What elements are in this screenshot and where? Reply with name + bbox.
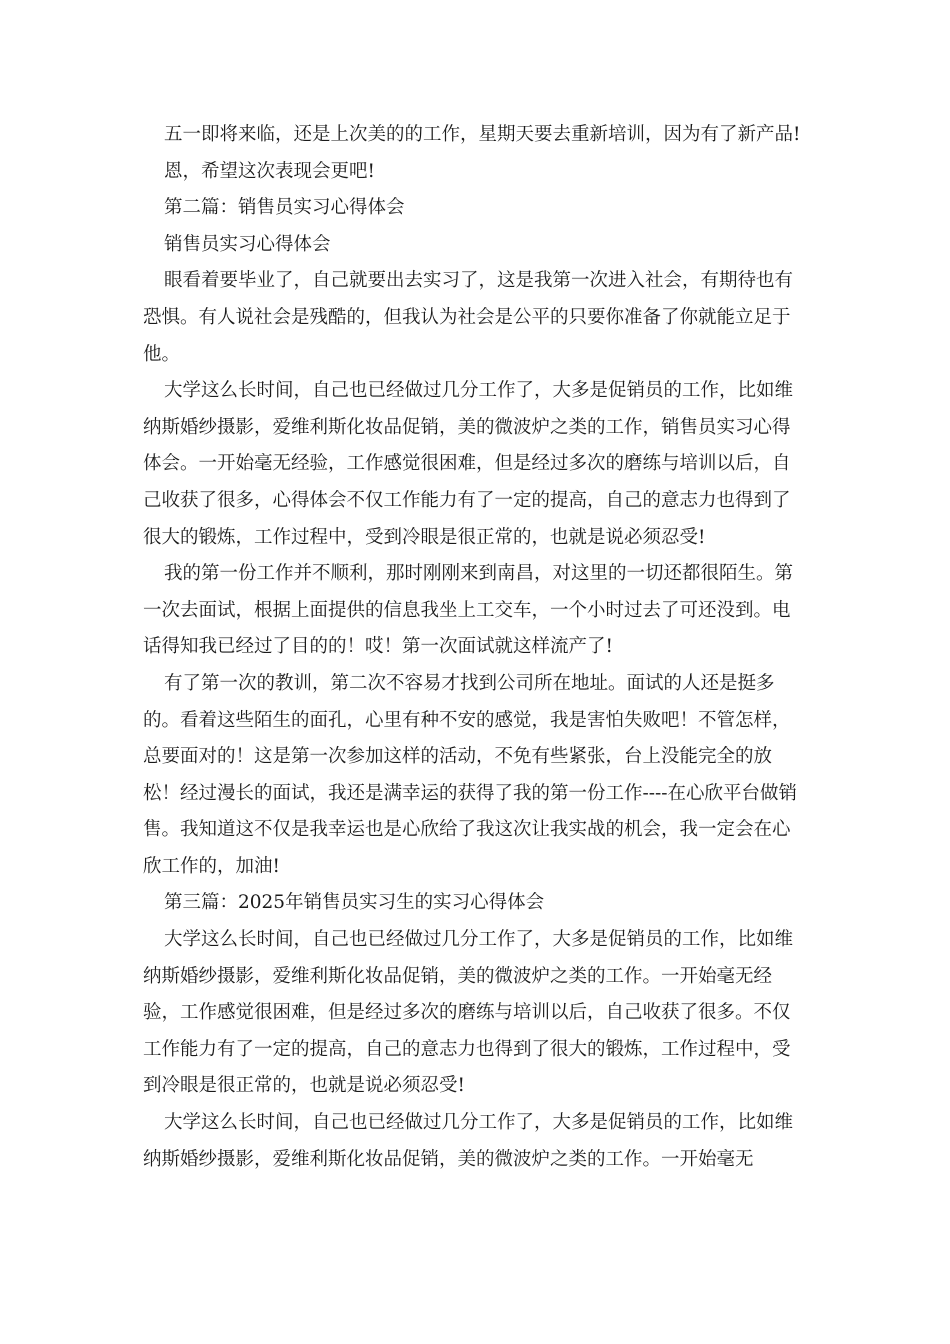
article-title: 销售员实习心得体会 [164,233,331,255]
paragraph-hope: 恩，希望这次表现会更吧! [164,160,375,182]
section-heading-3: 第三篇：2025年销售员实习生的实习心得体会 [164,892,545,914]
paragraph-college-work-2: 大学这么长时间，自己也已经做过几分工作了，大多是促销员的工作，比如维纳斯婚纱摄影，爱维利斯化妆品促销，美的微波炉之类的工作。一开始毫无经验，工作感觉很困难，但是经过多次的磨练与培训以后，自己收获了很多。不仅工作能力有了一定的提高，自己的意志力也得到了很大的锻炼，工作过程中，受到冷眼是很正常的，也就是说必须忍受! [143,929,794,1097]
paragraph-may-day: 五一即将来临，还是上次美的的工作，星期天要去重新培训，因为有了新产品! [164,124,801,145]
paragraph-second-interview: 有了第一次的教训，第二次不容易才找到公司所在地址。面试的人还是挺多的。看着这些陌生的面孔，心里有种不安的感觉，我是害怕失败吧！不管怎样，总要面对的！这是第一次参加这样的活动，不免有些紧张，台上没能完全的放松！经过漫长的面试，我还是满幸运的获得了我的第一份工作----在心欣平台做销售。我知道这不仅是我幸运也是心欣给了我这次让我实战的机会，我一定会在心欣工作的，加油! [143,672,798,877]
paragraph-graduation: 眼看着要毕业了，自己就要出去实习了，这是我第一次进入社会，有期待也有恐惧。有人说社会是残酷的，但我认为社会是公平的只要你准备了你就能立足于他。 [143,270,794,365]
paragraph-college-work-3: 大学这么长时间，自己也已经做过几分工作了，大多是促销员的工作，比如维纳斯婚纱摄影，爱维利斯化妆品促销，美的微波炉之类的工作。一开始毫无 [143,1112,794,1170]
paragraph-first-job: 我的第一份工作并不顺利，那时刚刚来到南昌，对这里的一切还都很陌生。第一次去面试，根据上面提供的信息我坐上工交车，一个小时过去了可还没到。电话得知我已经过了目的的！哎！第一次面试就这样流产了! [143,563,794,658]
document-body [143,117,808,1178]
paragraph-college-work: 大学这么长时间，自己也已经做过几分工作了，大多是促销员的工作，比如维纳斯婚纱摄影，爱维利斯化妆品促销，美的微波炉之类的工作，销售员实习心得体会。一开始毫无经验，工作感觉很困难，但是经过多次的磨练与培训以后，自己收获了很多，心得体会不仅工作能力有了一定的提高，自己的意志力也得到了很大的锻炼，工作过程中，受到冷眼是很正常的，也就是说必须忍受! [143,380,794,548]
section-heading-2: 第二篇：销售员实习心得体会 [164,197,405,219]
